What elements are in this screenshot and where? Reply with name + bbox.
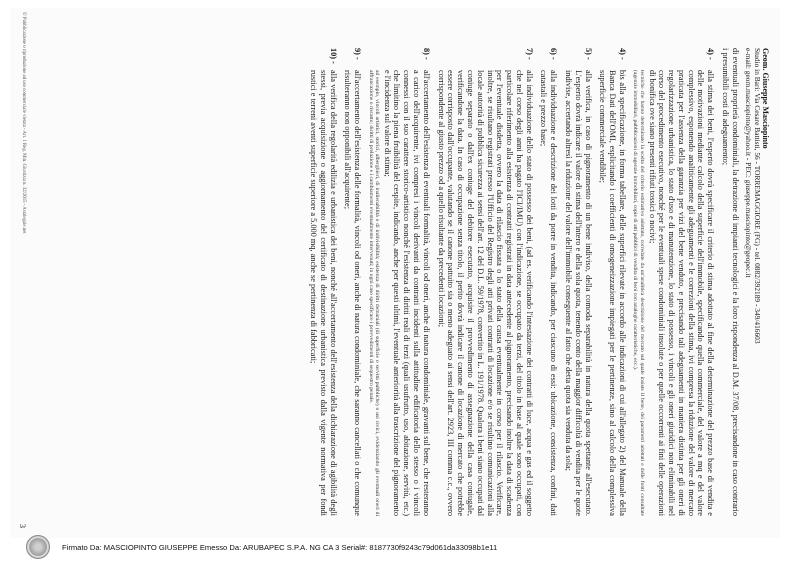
item-number: 5) - [583, 48, 593, 60]
item-body: bis alla specificazione, in forma tabellare, delle superfici rilevate in accordo alle indicazioni di cui all'allegato 2) del Manuale della Banca Dati dell'OMI, esplicitando i coefficienti di omogeneizzazione impiegati per le pertinenze, sino al calcolo della complessiva superficie commerciale vendibile; [598, 70, 627, 516]
signature-footer [0, 535, 800, 559]
item-body: alla individuazione dello stato di possesso dei beni, (ad es. verificando l'intestazione dei contratti di luce, acqua e gas ed il soggetto che nel corso degli anni ha pagato l'ICI/IMU) con l'indicazione, se occupato da terzi, del titolo in base al quale sono occupati, con particolare riferimento alla esistenza di contratti registrati in data antecedente al pignoramento, precisando inoltre la data di scadenza per l'eventuale disdetta, ovvero la data di rilascio fissata o lo stato della causa eventualmente in corso per il rilascio. Verificare, inoltre, se risultano registrati presso l'Ufficio del Registro degli atti privati contratti di locazione e/o se risultino comunicazioni alla locale autorità di pubblica sicurezza ai sensi dell'art. 12 del D.L. 59/1978, convertito in L. 191/1978. Qualora i beni siano occupati dal coniuge separato o dall'ex coniuge del debitore esecutato, acquisire il provvedimento di assegnazione della casa coniugale, verificandone la data. In caso di occupazione senza titolo, il perito dovrà indicare il canone di locazione di mercato che potrebbe essere corrisposto dall'occupante, valutando se il canone pattuito sia o meno adeguato ai sensi dell'art. 2923, III comma c.c., ovvero corrispondente al giusto prezzo od a quello risultante da precedenti locazioni; [436, 70, 534, 516]
digital-signature-text: Firmato Da: MASCIOPINTO GIUSEPPE Emesso Da: ARUBAPEC S.P.A. NG CA 3 Serial#: 8187730f9243c79d061da33098b1e11 [62, 542, 498, 552]
letterhead-address: Studio in Bari: Via Cesare Battisti, 56 - TORREMAGGIORE (FG) - tel. 0882/392189 - 349/416603 [752, 48, 762, 344]
item-number: 8) - [421, 48, 431, 60]
item-text [436, 70, 534, 516]
list-item [343, 48, 363, 516]
seal-icon [26, 535, 50, 559]
list-item [367, 48, 431, 516]
item-number: 6) - [549, 48, 559, 60]
list-item [598, 48, 627, 516]
item-text [539, 70, 559, 516]
item-body: all'accertamento dell'esistenza di eventuali formalità, vincoli od oneri, anche di natura condominiale, gravanti sul bene, che resteranno a carico dell'acquirente, ivi compresi i vincoli derivanti da contratti incidenti sulla attitudine edificatoria dello stesso o i vincoli connessi con il suo carattere storico-artistico nonché l'esistenza di diritti reali di terzi (quali usufrutto, uso, abitazione, servitù, etc.) che limitino la piena fruibilità del cespite, indicando, anche per questi ultimi, l'eventuale anteriorità alla trascrizione del pignoramento e l'incidenza sul valore di stima; [382, 70, 431, 516]
list-item [436, 48, 534, 516]
item-number: 9) - [353, 48, 363, 60]
letterhead [744, 48, 770, 516]
item-number: 4) - [617, 48, 627, 60]
item-text [308, 70, 337, 516]
list-item [308, 48, 337, 516]
item-body: all'accertamento dell'esistenza delle formalità, vincoli od oneri, anche di natura condominiale, che saranno cancellati o che comunque risulteranno non opponibili all'acquirente; [343, 70, 363, 516]
item-body: alla individuazione e descrizione dei lotti da porre in vendita, indicando, per ciascuno di essi: ubicazione, consistenza, confini, dati catastali e prezzo base; [539, 70, 559, 516]
margin-note: © Pubblicazione o riproduzione ad uso commerciale vietata - Art. 1 Reg. Min. Giustizia n. 32/2015 - Astalegale.net [20, 12, 26, 234]
item-text [632, 70, 715, 516]
item-body: alla verifica, in caso di pignoramento di un bene indiviso, della comoda separabilità in natura della quota spettante all'esecutato. L'esperto dovrà indicare il valore di stima dell'intero e della sola quota, tenendo conto della maggior difficoltà di vendita per le quote indivise, accertando altresì la riduzione del valore dell'immobile conseguente al fatto che detta quota sia venduta da sola; [564, 70, 593, 516]
list-item [632, 48, 715, 516]
item-number: 7) - [524, 48, 534, 60]
item-text [343, 70, 363, 516]
page-number: 3 [18, 524, 28, 528]
list-item [539, 48, 559, 516]
intro-paragraph: di eventuali proprietà condominiali, la detrazione di impianti tecnologici e la loro rispondenza al D.M. 37/08, precisandone in caso contrario i presumibili costi di adeguamento; [721, 48, 740, 516]
document-page [10, 8, 780, 538]
list-item [563, 48, 592, 516]
item-number: 4) - [706, 48, 716, 60]
item-number: 10) - [328, 48, 338, 64]
author-name: Geom. Giuseppe Masciopinto [761, 48, 770, 149]
item-text [563, 70, 592, 516]
item-text [598, 70, 627, 516]
item-body: alla stima dei beni, l'esperto dovrà specificare il criterio di stima adottato al fine della determinazione del prezzo base di vendita e delle motivazioni mediante calcolo della superficie dell'immobile, specificando quella commerciale, del valore a mq e del valore complessivo, esponendo analiticamente gli adeguamenti e le correzioni della stima, ivi compresa la riduzione del valore di mercato praticata per l'assenza della garanzia per vizi del bene venduto, e precisando tali adeguamenti in maniera distinta per gli oneri di regolarizzazione urbanistica, lo stato d'uso e di manutenzione, lo stato di possesso, i vincoli e gli oneri giuridici non eliminabili nel corso del procedimento esecutivo, nonché per le eventuali spese condominiali insolute o per quelle occorrenti ai fini delle operazioni di bonifica ove siano presenti rifiuti tossici o nocivi; [647, 70, 716, 516]
item-footnote: tecniche che hanno determinato la scelta del criterio estimativo adottato, corredate da un'analitica descrizione del mercato sul quale insiste il bene, dei parametri adottati e delle fonti consultate (agenzie immobiliari, pubblicazioni di agenzie immobiliari, copie di atti pubblici di vendita di beni con analoghe caratteristiche, ecc.). [632, 70, 645, 516]
item-body: alla verifica della regolarità edilizia e urbanistica dei beni, nonché all'accertamento dell'esistenza della dichiarazione di agibilità degli stessi, previa acquisizione o aggiornamento del certificato di destinazione urbanistica previsto dalla vigente normativa per fondi rustici e terreni aventi superficie superiore a 5.000 mq, anche se pertinenza di fabbricati; [308, 70, 338, 516]
item-text [367, 70, 431, 516]
letterhead-contacts: e-mail: geom.masciopinto@yahoo.it - PEC: giuseppe.masciopinto@geopec.it [744, 48, 754, 278]
item-footnote: ad esempio, vincoli artistici, storici, alberghieri, di inalienabilità o di indivisibilità; esistenza di diritti demaniali (di superficie o servitù pubbliche) o usi civici, evidenziando gli eventuali oneri di affrancazione o riscatto; diritti di prelazione e i cambiamenti eventualmente intervenuti; in ogni caso specificare i provvedimenti di sequestro penale. [367, 70, 380, 516]
